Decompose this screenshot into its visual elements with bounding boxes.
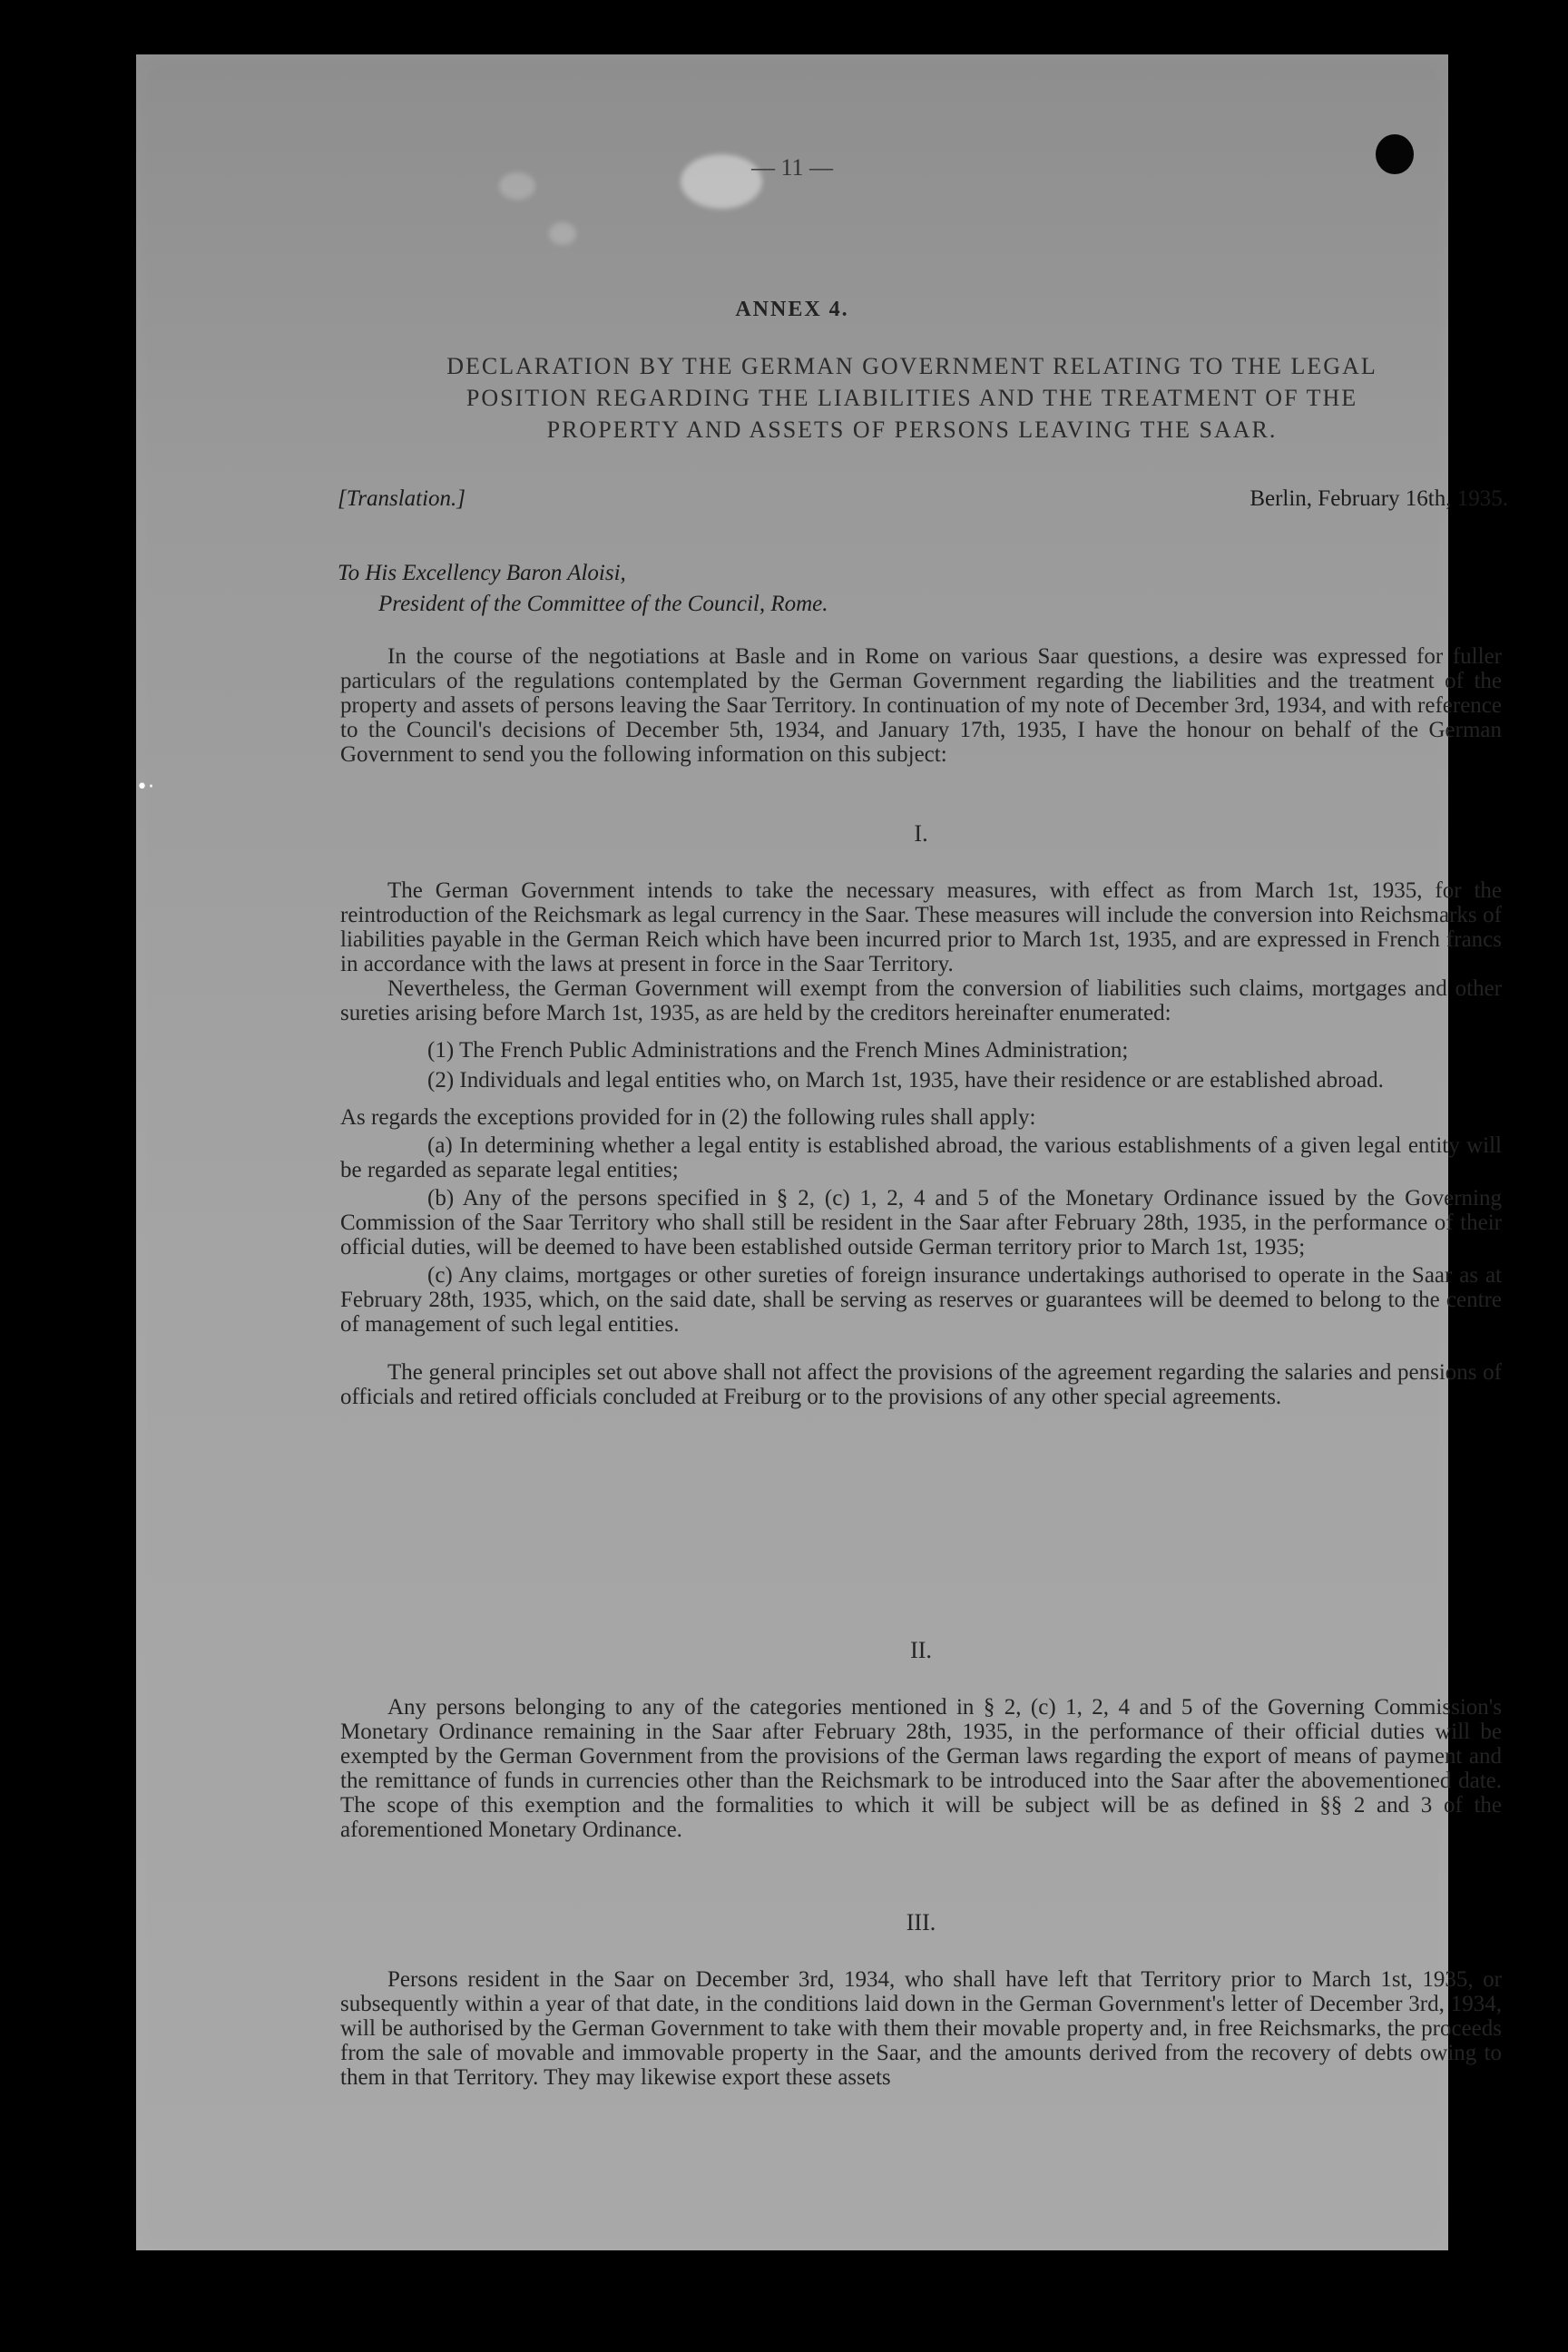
section-1	[340, 821, 1502, 1409]
paragraph: Nevertheless, the German Government will exempt from the conversion of liabilities such claims, mortgages and other sureties arising before March 1st, 1935, as are held by the creditors hereinafter enumerated:	[340, 976, 1502, 1025]
intro-paragraph: In the course of the negotiations at Basle and in Rome on various Saar questions, a desire was expressed for fuller particulars of the regulations contemplated by the German Government regarding the liabilities and the treatment of the property and assets of persons leaving the Saar Territory. In continuation of my note of December 3rd, 1934, and with reference to the Council's decisions of December 5th, 1934, and January 17th, 1935, I have the honour on behalf of the German Government to send you the following information on this subject:	[340, 644, 1502, 767]
page-number: — 11 —	[750, 154, 834, 181]
punch-hole	[1376, 134, 1414, 174]
section-3	[340, 1910, 1502, 2090]
letter-meta	[338, 486, 1508, 512]
place-date: Berlin, February 16th, 1935.	[1250, 486, 1508, 511]
section-heading: II.	[910, 1637, 932, 1663]
annex-title: ANNEX 4.	[735, 298, 849, 321]
rule-item: (c) Any claims, mortgages or other sureties of foreign insurance undertakings authorised to operate in the Saar as at February 28th, 1935, which, on the said date, shall be serving as reserves or guarantees will be deemed to belong to the centre of management of such legal entities.	[340, 1263, 1502, 1337]
declaration-title	[322, 350, 1502, 446]
paragraph: Persons resident in the Saar on December 3rd, 1934, who shall have left that Territory prior to March 1st, 1935, or subsequently within a year of that date, in the conditions laid down in the German Government's letter of December 3rd, 1934, will be authorised by the German Government to take with them their movable property and, in free Reichsmarks, the proceeds from the sale of movable and immovable property in the Saar, and the amounts derived from the recovery of debts owing to them in that Territory. They may likewise export these assets	[340, 1967, 1502, 2090]
translation-note: [Translation.]	[338, 486, 466, 511]
section-heading: III.	[906, 1909, 936, 1936]
paragraph: Any persons belonging to any of the categories mentioned in § 2, (c) 1, 2, 4 and 5 of the Governing Commission's Monetary Ordinance remaining in the Saar after February 28th, 1935, in the performance of their official duties will be exempted by the German Government from the provisions of the German laws regarding the export of means of payment and the remittance of funds in currencies other than the Reichsmark to be introduced into the Saar after the abovementioned date. The scope of this exemption and the formalities to which it will be subject will be as defined in §§ 2 and 3 of the aforementioned Monetary Ordinance.	[340, 1695, 1502, 1842]
addressee-line: President of the Committee of the Council, Rome.	[378, 592, 828, 616]
paragraph: The general principles set out above shall not affect the provisions of the agreement regarding the salaries and pensions of officials and retired officials concluded at Freiburg or to the provisions of any other special agreements.	[340, 1360, 1502, 1409]
scan-mark: •·	[136, 776, 154, 799]
rule-item: (a) In determining whether a legal entity is established abroad, the various establishments of a given legal entity will be regarded as separate legal entities;	[340, 1133, 1502, 1182]
addressee-line: To His Excellency Baron Aloisi,	[338, 561, 626, 585]
intro-block	[340, 644, 1502, 767]
stamp-blemish	[549, 222, 576, 245]
list-item: (1) The French Public Administrations and the French Mines Administration;	[427, 1038, 1129, 1063]
title-line: POSITION REGARDING THE LIABILITIES AND THE TREATMENT OF THE	[466, 385, 1358, 411]
title-line: PROPERTY AND ASSETS OF PERSONS LEAVING THE SAAR.	[546, 416, 1278, 443]
title-line: DECLARATION BY THE GERMAN GOVERNMENT RELATING TO THE LEGAL	[446, 353, 1377, 379]
addressee	[338, 558, 828, 620]
list-item: (2) Individuals and legal entities who, on March 1st, 1935, have their residence or are established abroad.	[427, 1068, 1384, 1093]
paragraph: The German Government intends to take the necessary measures, with effect as from March 1st, 1935, for the reintroduction of the Reichsmark as legal currency in the Saar. These measures will include the conversion into Reichsmarks of liabilities payable in the German Reich which have been incurred prior to March 1st, 1935, and are expressed in French francs in accordance with the laws at present in force in the Saar Territory.	[340, 878, 1502, 976]
paragraph: As regards the exceptions provided for in (2) the following rules shall apply:	[340, 1105, 1036, 1130]
rule-item: (b) Any of the persons specified in § 2, (c) 1, 2, 4 and 5 of the Monetary Ordinance issued by the Governing Commission of the Saar Territory who shall still be resident in the Saar after February 28th, 1935, in the performance of their official duties, will be deemed to have been established outside German territory prior to March 1st, 1935;	[340, 1186, 1502, 1259]
section-heading: I.	[914, 820, 928, 847]
document-page	[136, 54, 1508, 2250]
section-2	[340, 1638, 1502, 1842]
